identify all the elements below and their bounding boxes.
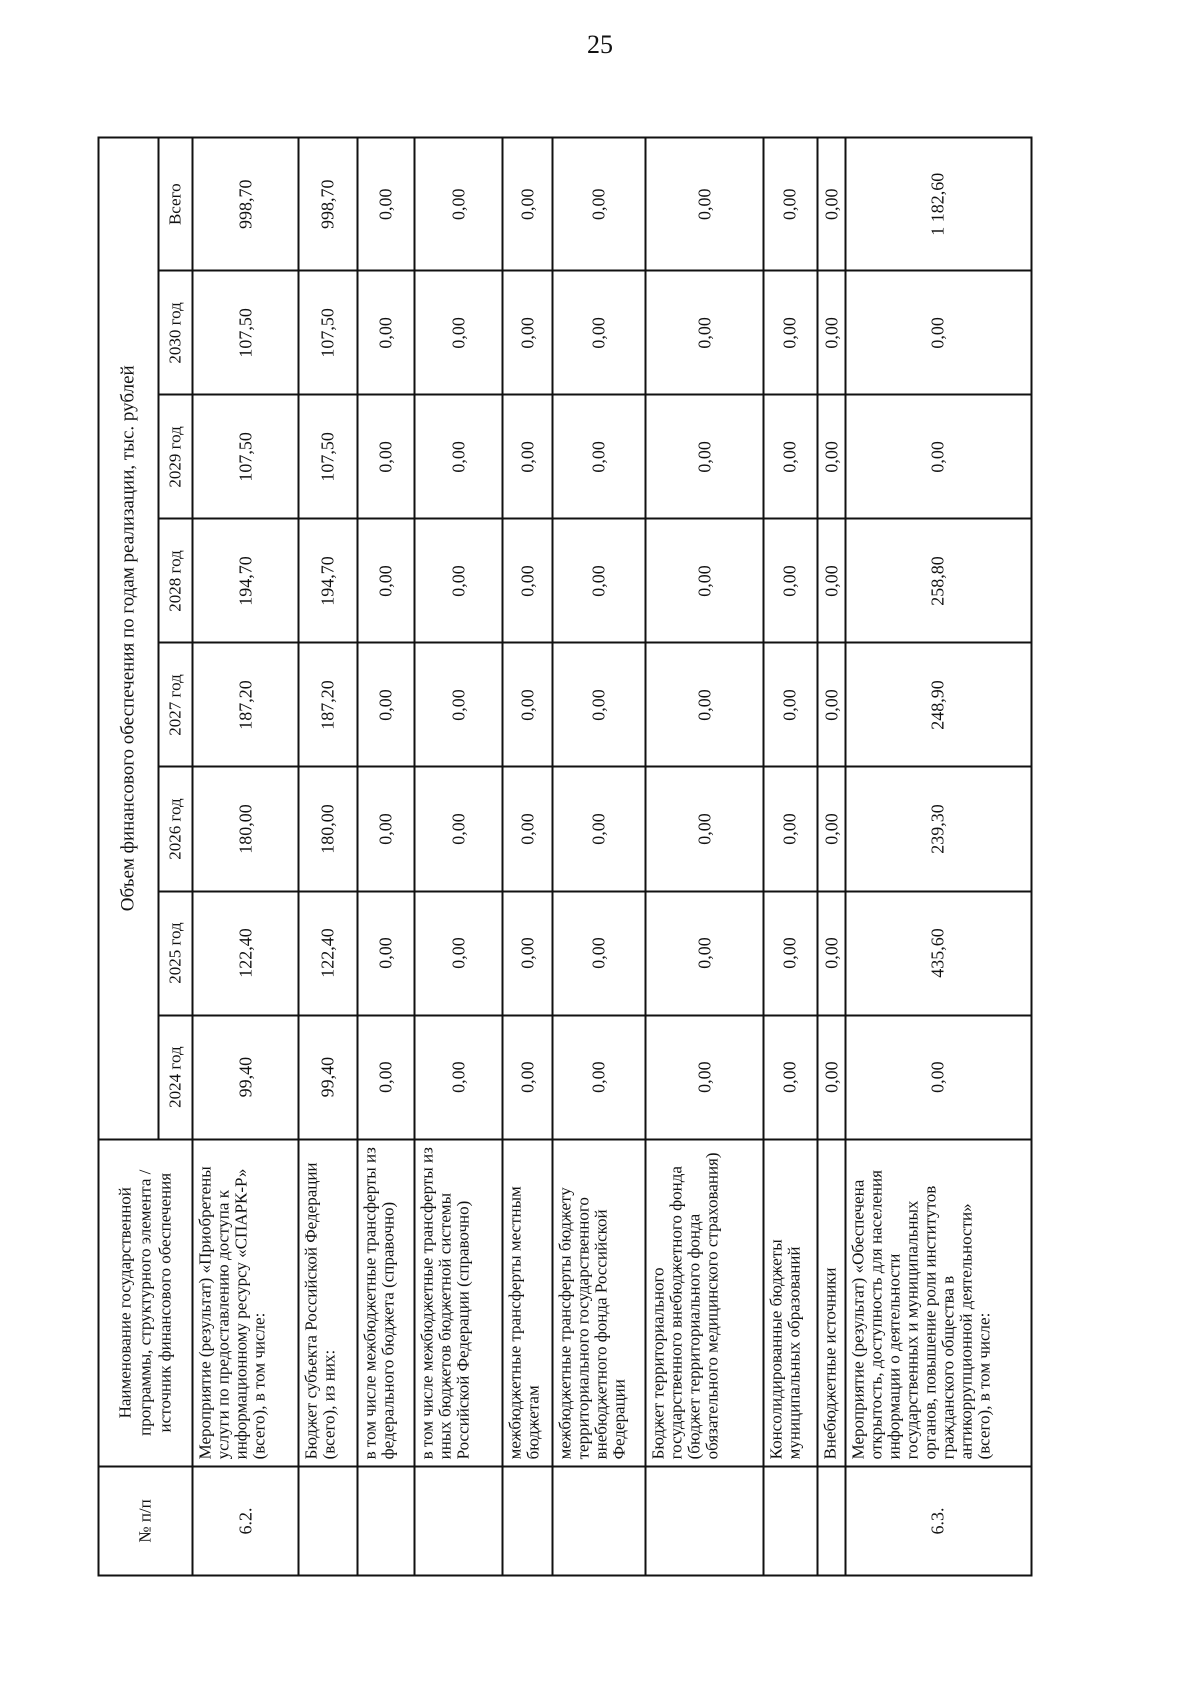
row-number bbox=[818, 1466, 845, 1575]
row-year-value: 0,00 bbox=[502, 271, 552, 395]
row-year-value: 0,00 bbox=[845, 1015, 1031, 1139]
row-year-value: 0,00 bbox=[415, 395, 503, 519]
table-row bbox=[646, 138, 763, 1576]
row-year-value: 0,00 bbox=[553, 767, 646, 891]
row-total-value: 0,00 bbox=[646, 138, 763, 271]
row-year-value: 0,00 bbox=[646, 395, 763, 519]
row-year-value: 0,00 bbox=[502, 767, 552, 891]
row-year-value: 0,00 bbox=[763, 767, 818, 891]
row-year-value: 0,00 bbox=[845, 271, 1031, 395]
header-year: 2028 год bbox=[159, 519, 193, 643]
row-year-value: 0,00 bbox=[358, 519, 415, 643]
row-source-name: в том числе межбюджетные трансферты из федерального бюджета (справочно) bbox=[358, 1139, 415, 1466]
row-number: 6.3. bbox=[845, 1466, 1031, 1575]
row-number bbox=[358, 1466, 415, 1575]
row-year-value: 107,50 bbox=[299, 395, 358, 519]
table-row bbox=[553, 138, 646, 1576]
row-year-value: 0,00 bbox=[502, 1015, 552, 1139]
row-year-value: 0,00 bbox=[358, 767, 415, 891]
header-year: 2024 год bbox=[159, 1015, 193, 1139]
row-number bbox=[299, 1466, 358, 1575]
row-year-value: 0,00 bbox=[646, 767, 763, 891]
table-row bbox=[193, 138, 299, 1576]
row-year-value: 0,00 bbox=[358, 395, 415, 519]
header-year: 2027 год bbox=[159, 643, 193, 767]
table-row bbox=[502, 138, 552, 1576]
row-number bbox=[415, 1466, 503, 1575]
row-total-value: 0,00 bbox=[415, 138, 503, 271]
row-number bbox=[646, 1466, 763, 1575]
row-year-value: 0,00 bbox=[646, 271, 763, 395]
row-year-value: 107,50 bbox=[299, 271, 358, 395]
row-year-value: 187,20 bbox=[193, 643, 299, 767]
row-year-value: 248,90 bbox=[845, 643, 1031, 767]
row-year-value: 0,00 bbox=[818, 395, 845, 519]
header-total: Всего bbox=[159, 138, 193, 271]
row-year-value: 0,00 bbox=[553, 395, 646, 519]
row-source-name: Бюджет субъекта Российской Федерации (всего), из них: bbox=[299, 1139, 358, 1466]
row-year-value: 0,00 bbox=[502, 891, 552, 1015]
row-total-value: 0,00 bbox=[763, 138, 818, 271]
row-source-name: Бюджет территориального государственного внебюджетного фонда (бюджет территориального фонда обязательного медицинского страхования) bbox=[646, 1139, 763, 1466]
row-year-value: 0,00 bbox=[358, 891, 415, 1015]
row-year-value: 99,40 bbox=[299, 1015, 358, 1139]
row-year-value: 0,00 bbox=[763, 271, 818, 395]
row-year-value: 187,20 bbox=[299, 643, 358, 767]
table-row bbox=[845, 138, 1031, 1576]
header-year: 2025 год bbox=[159, 891, 193, 1015]
row-year-value: 0,00 bbox=[415, 271, 503, 395]
row-year-value: 0,00 bbox=[818, 767, 845, 891]
row-year-value: 194,70 bbox=[299, 519, 358, 643]
row-year-value: 0,00 bbox=[763, 519, 818, 643]
row-year-value: 0,00 bbox=[818, 643, 845, 767]
row-year-value: 0,00 bbox=[818, 891, 845, 1015]
row-year-value: 107,50 bbox=[193, 271, 299, 395]
row-year-value: 0,00 bbox=[646, 891, 763, 1015]
table-row bbox=[763, 138, 818, 1576]
row-year-value: 0,00 bbox=[553, 643, 646, 767]
row-total-value: 998,70 bbox=[193, 138, 299, 271]
row-year-value: 0,00 bbox=[358, 1015, 415, 1139]
row-total-value: 0,00 bbox=[358, 138, 415, 271]
row-number bbox=[763, 1466, 818, 1575]
row-year-value: 194,70 bbox=[193, 519, 299, 643]
rotated-table-container bbox=[98, 137, 1033, 1577]
header-group: Объем финансового обеспечения по годам реализации, тыс. рублей bbox=[99, 138, 159, 1140]
row-year-value: 0,00 bbox=[415, 891, 503, 1015]
row-year-value: 0,00 bbox=[763, 1015, 818, 1139]
header-name: Наименование государственной программы, структурного элемента / источник финансового обеспечения bbox=[99, 1139, 193, 1466]
row-year-value: 435,60 bbox=[845, 891, 1031, 1015]
row-year-value: 0,00 bbox=[553, 519, 646, 643]
row-year-value: 0,00 bbox=[646, 519, 763, 643]
table-body bbox=[193, 138, 1032, 1576]
row-year-value: 122,40 bbox=[193, 891, 299, 1015]
table-row bbox=[299, 138, 358, 1576]
row-year-value: 180,00 bbox=[299, 767, 358, 891]
row-year-value: 180,00 bbox=[193, 767, 299, 891]
table-row bbox=[358, 138, 415, 1576]
row-year-value: 0,00 bbox=[818, 1015, 845, 1139]
financing-table bbox=[98, 137, 1033, 1577]
row-source-name: межбюджетные трансферты бюджету территориального государственного внебюджетного фонда Российской Федерации bbox=[553, 1139, 646, 1466]
row-year-value: 0,00 bbox=[502, 395, 552, 519]
row-year-value: 0,00 bbox=[845, 395, 1031, 519]
row-number: 6.2. bbox=[193, 1466, 299, 1575]
table-row bbox=[415, 138, 503, 1576]
row-year-value: 0,00 bbox=[553, 891, 646, 1015]
row-year-value: 0,00 bbox=[415, 767, 503, 891]
row-year-value: 0,00 bbox=[553, 1015, 646, 1139]
row-source-name: Консолидированные бюджеты муниципальных образований bbox=[763, 1139, 818, 1466]
row-source-name: Внебюджетные источники bbox=[818, 1139, 845, 1466]
row-year-value: 0,00 bbox=[502, 643, 552, 767]
row-year-value: 0,00 bbox=[646, 643, 763, 767]
table-row bbox=[818, 138, 845, 1576]
header-num: № п/п bbox=[99, 1466, 193, 1575]
row-year-value: 0,00 bbox=[358, 271, 415, 395]
row-year-value: 99,40 bbox=[193, 1015, 299, 1139]
row-number bbox=[502, 1466, 552, 1575]
row-year-value: 0,00 bbox=[763, 643, 818, 767]
row-year-value: 0,00 bbox=[415, 519, 503, 643]
row-total-value: 0,00 bbox=[502, 138, 552, 271]
row-year-value: 0,00 bbox=[415, 643, 503, 767]
row-source-name: межбюджетные трансферты местным бюджетам bbox=[502, 1139, 552, 1466]
row-year-value: 0,00 bbox=[553, 271, 646, 395]
row-year-value: 0,00 bbox=[415, 1015, 503, 1139]
row-year-value: 258,80 bbox=[845, 519, 1031, 643]
row-total-value: 998,70 bbox=[299, 138, 358, 271]
row-total-value: 1 182,60 bbox=[845, 138, 1031, 271]
row-year-value: 0,00 bbox=[646, 1015, 763, 1139]
header-year: 2029 год bbox=[159, 395, 193, 519]
row-number bbox=[553, 1466, 646, 1575]
row-year-value: 239,30 bbox=[845, 767, 1031, 891]
row-total-value: 0,00 bbox=[818, 138, 845, 271]
row-source-name: Мероприятие (результат) «Приобретены услуги по предоставлению доступа к информационному ресурсу «СПАРК-Р» (всего), в том числе: bbox=[193, 1139, 299, 1466]
row-year-value: 0,00 bbox=[818, 519, 845, 643]
page-number: 25 bbox=[587, 30, 613, 59]
row-year-value: 122,40 bbox=[299, 891, 358, 1015]
row-source-name: в том числе межбюджетные трансферты из иных бюджетов бюджетной системы Российской Федерации (справочно) bbox=[415, 1139, 503, 1466]
row-year-value: 0,00 bbox=[763, 395, 818, 519]
row-year-value: 0,00 bbox=[763, 891, 818, 1015]
header-year: 2030 год bbox=[159, 271, 193, 395]
row-year-value: 0,00 bbox=[358, 643, 415, 767]
row-year-value: 107,50 bbox=[193, 395, 299, 519]
row-year-value: 0,00 bbox=[818, 271, 845, 395]
row-source-name: Мероприятие (результат) «Обеспечена открытость, доступность для населения информации о деятельности государственных и муниципальных органов, повышение роли институтов гражданского общества в антикоррупционной деятельности» (всего), в том числе: bbox=[845, 1139, 1031, 1466]
row-year-value: 0,00 bbox=[502, 519, 552, 643]
row-total-value: 0,00 bbox=[553, 138, 646, 271]
header-year: 2026 год bbox=[159, 767, 193, 891]
